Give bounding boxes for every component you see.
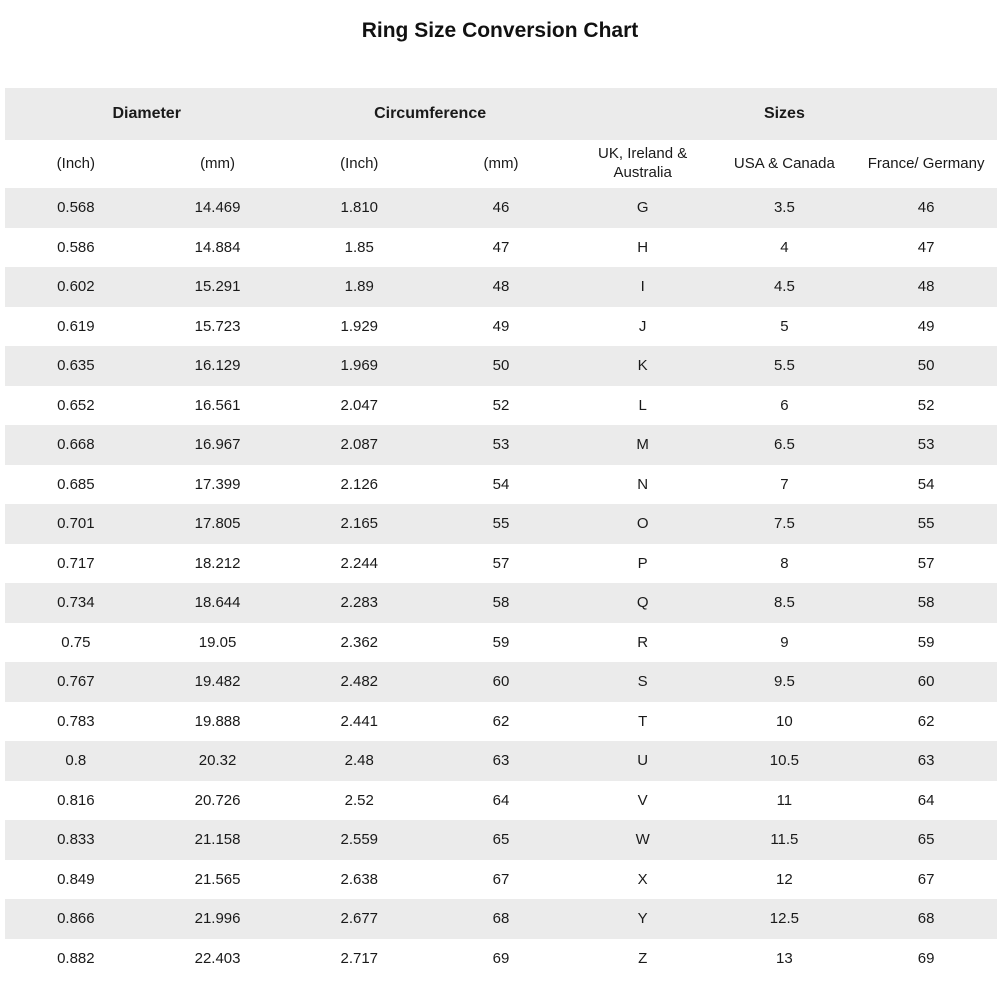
table-cell: 1.85 [344,238,374,256]
column-header-row [5,140,997,188]
table-cell: 17.399 [194,475,241,493]
table-row [5,899,997,939]
column-header-diameter-mm: (mm) [147,140,289,188]
table-cell: 14.884 [194,238,241,256]
table-cell: V [637,791,648,809]
table-cell: 54 [917,475,935,493]
table-cell: 67 [492,870,510,888]
table-cell: J [638,317,647,335]
table-cell: Y [637,910,648,928]
table-cell: 0.635 [57,357,95,375]
table-row [5,228,997,268]
table-row [5,860,997,900]
table-cell: 12.5 [769,910,799,928]
table-cell: 12 [776,870,793,888]
table-cell: 0.866 [57,910,95,928]
table-cell: 52 [492,396,510,414]
table-cell: 8 [780,554,789,572]
table-cell: 49 [492,317,510,335]
table-cell: 0.75 [61,633,91,651]
table-cell: 46 [917,199,935,217]
table-cell: 19.888 [194,712,241,730]
table-cell: 2.638 [340,870,379,888]
table-cell: R [637,633,649,651]
column-header-circumference-mm: (mm) [430,140,572,188]
page-title: Ring Size Conversion Chart [361,19,639,42]
table-cell: 47 [917,238,935,256]
table-row [5,267,997,307]
table-cell: 5 [780,317,789,335]
table-cell: 57 [492,554,510,572]
table-cell: 2.559 [340,831,379,849]
table-cell: 50 [492,357,510,375]
table-cell: P [637,554,648,572]
table-cell: 58 [917,594,935,612]
table-cell: 0.783 [57,712,95,730]
table-cell: 2.165 [340,515,379,533]
table-cell: 0.619 [57,317,95,335]
table-cell: 0.849 [57,870,95,888]
table-cell: 0.882 [57,949,95,967]
table-cell: 59 [917,633,935,651]
table-row [5,820,997,860]
table-row [5,623,997,663]
table-cell: 60 [917,673,935,691]
table-cell: 14.469 [194,199,241,217]
table-cell: 63 [492,752,510,770]
table-cell: 2.244 [340,554,379,572]
table-cell: 53 [492,436,510,454]
table-cell: 50 [917,357,935,375]
table-cell: 21.565 [194,870,241,888]
table-cell: 4.5 [773,278,795,296]
table-row [5,425,997,465]
table-cell: 5.5 [773,357,795,375]
table-row [5,583,997,623]
table-cell: 2.126 [340,475,379,493]
table-cell: 0.652 [57,396,95,414]
table-cell: 18.212 [194,554,241,572]
table-cell: 13 [776,949,793,967]
table-cell: 18.644 [194,594,241,612]
column-header-uk-ireland-australia: UK, Ireland & Australia [572,140,714,188]
table-cell: 54 [492,475,510,493]
table-row [5,544,997,584]
table-cell: 1.969 [340,357,379,375]
table-cell: 46 [492,199,510,217]
table-cell: 62 [492,712,510,730]
table-header [5,88,997,188]
table-row [5,386,997,426]
table-row [5,346,997,386]
table-row [5,188,997,228]
table-cell: 15.291 [194,278,241,296]
table-cell: 60 [492,673,510,691]
table-cell: 3.5 [773,199,795,217]
table-cell: S [637,673,648,691]
table-cell: 2.52 [344,791,374,809]
table-cell: 16.967 [194,436,241,454]
table-cell: 69 [492,949,510,967]
table-cell: 64 [492,791,510,809]
table-row [5,504,997,544]
table-row [5,741,997,781]
table-cell: 69 [917,949,935,967]
table-cell: 7.5 [773,515,795,533]
table-cell: 2.482 [340,673,379,691]
table-cell: L [638,396,647,414]
table-cell: 65 [492,831,510,849]
table-cell: 16.129 [194,357,241,375]
table-cell: 55 [917,515,935,533]
table-cell: 2.48 [344,752,374,770]
table-cell: 53 [917,436,935,454]
table-cell: 0.767 [57,673,95,691]
table-cell: 2.283 [340,594,379,612]
table-cell: Z [638,949,648,967]
group-header-sizes: Sizes [572,88,997,140]
table-cell: 8.5 [773,594,795,612]
table-cell: 1.810 [340,199,379,217]
column-header-circumference-inch: (Inch) [288,140,430,188]
table-cell: 67 [917,870,935,888]
table-row [5,662,997,702]
table-cell: 17.805 [194,515,241,533]
table-cell: 2.717 [340,949,379,967]
table-cell: 0.668 [57,436,95,454]
group-header-diameter: Diameter [5,88,288,140]
table-row [5,465,997,505]
table-cell: 6.5 [773,436,795,454]
table-cell: 9 [780,633,789,651]
table-row [5,702,997,742]
table-cell: Q [636,594,649,612]
table-cell: 0.717 [57,554,95,572]
table-row [5,781,997,821]
table-cell: I [640,278,645,296]
table-cell: G [636,199,649,217]
table-cell: 58 [492,594,510,612]
table-cell: 19.05 [198,633,237,651]
table-row [5,939,997,979]
table-cell: 55 [492,515,510,533]
table-cell: X [637,870,648,888]
table-cell: 20.726 [194,791,241,809]
table-cell: 47 [492,238,510,256]
table-cell: 11.5 [770,831,799,849]
table-cell: K [637,357,648,375]
table-cell: 62 [917,712,935,730]
table-cell: 10 [776,712,793,730]
table-cell: 57 [917,554,935,572]
table-cell: 52 [917,396,935,414]
table-cell: H [637,238,649,256]
table-cell: 48 [492,278,510,296]
table-cell: 0.568 [57,199,95,217]
column-header-diameter-inch: (Inch) [5,140,147,188]
column-header-france-germany: France/ Germany [855,140,997,188]
table-cell: 0.8 [65,752,87,770]
table-cell: 65 [917,831,935,849]
table-cell: 0.586 [57,238,95,256]
table-cell: 0.816 [57,791,95,809]
table-cell: 20.32 [198,752,237,770]
table-cell: 48 [917,278,935,296]
table-cell: 7 [780,475,789,493]
table-cell: N [637,475,649,493]
table-cell: 10.5 [769,752,799,770]
table-body [5,188,997,978]
table-cell: 2.362 [340,633,379,651]
table-cell: 64 [917,791,935,809]
group-header-row [5,88,997,140]
table-cell: 0.685 [57,475,95,493]
table-cell: 59 [492,633,510,651]
table-cell: 68 [917,910,935,928]
table-cell: 63 [917,752,935,770]
table-cell: 4 [780,238,789,256]
table-cell: O [636,515,649,533]
table-cell: 9.5 [773,673,795,691]
table-cell: 2.087 [340,436,379,454]
table-cell: 0.833 [57,831,95,849]
table-cell: 21.996 [194,910,241,928]
table-cell: M [636,436,649,454]
group-header-circumference: Circumference [288,88,571,140]
column-header-usa-canada: USA & Canada [714,140,856,188]
table-cell: 68 [492,910,510,928]
ring-size-conversion-table [5,88,997,978]
table-cell: 16.561 [194,396,241,414]
table-cell: 2.677 [340,910,379,928]
table-row [5,307,997,347]
table-cell: 19.482 [194,673,241,691]
table-cell: 1.89 [344,278,374,296]
table-cell: 49 [917,317,935,335]
table-cell: 2.441 [340,712,379,730]
table-cell: 21.158 [194,831,241,849]
table-cell: 0.734 [57,594,95,612]
table-cell: 0.602 [57,278,95,296]
table-cell: 6 [780,396,789,414]
table-cell: W [635,831,650,849]
table-cell: U [637,752,649,770]
table-cell: 15.723 [194,317,241,335]
table-cell: T [638,712,648,730]
table-cell: 11 [776,791,793,809]
table-cell: 0.701 [57,515,95,533]
table-cell: 2.047 [340,396,379,414]
table-cell: 1.929 [340,317,379,335]
table-cell: 22.403 [194,949,241,967]
